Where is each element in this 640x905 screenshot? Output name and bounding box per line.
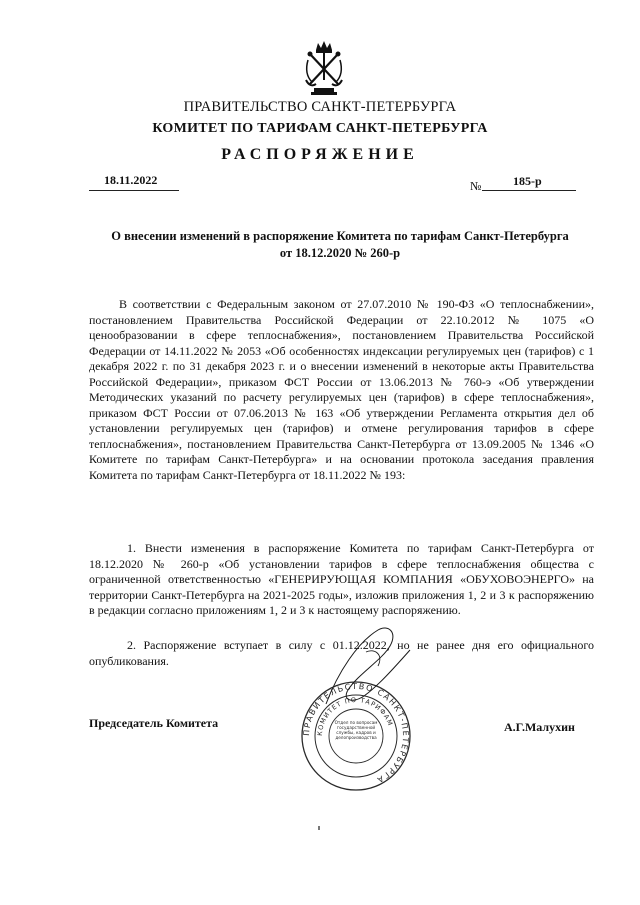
stamp-outer-text: ПРАВИТЕЛЬСТВО САНКТ-ПЕТЕРБУРГА: [301, 681, 411, 786]
committee-title: КОМИТЕТ ПО ТАРИФАМ САНКТ-ПЕТЕРБУРГА: [152, 121, 488, 136]
handwritten-signature: [318, 612, 430, 712]
document-date: 18.11.2022: [104, 173, 158, 187]
number-sign: №: [470, 179, 482, 193]
date-underline: [89, 190, 179, 191]
document-number: 185-р: [513, 174, 542, 188]
number-underline: [482, 190, 576, 191]
stamp-center-text: Отдел по вопросам государственной службы, кадров и делопроизводства: [334, 720, 378, 740]
item-1-paragraph: 1. Внести изменения в распоряжение Комитета по тарифам Санкт-Петербурга от 18.12.2020 № 260-р «Об установлении тарифов в сфере теплоснабжения общества с ограниченной ответственностью «ГЕНЕРИРУЮЩАЯ КОМПАНИЯ «ОБУХОВОЭНЕРГО» на территории Санкт-Петербурга на 2021-2025 годы», изложив приложения 1, 2 и 3 к распоряжению в редакции согласно приложениям 1, 2 и 3 к настоящему распоряжению.: [89, 541, 594, 617]
signatory-name: А.Г.Малухин: [504, 720, 575, 734]
item-2-paragraph: 2. Распоряжение вступает в силу с 01.12.2022, но не ранее дня его официального опубликования.: [89, 638, 594, 668]
signatory-title: Председатель Комитета: [89, 716, 219, 730]
coat-of-arms-icon: [298, 40, 350, 96]
stamp-inner-text: КОМИТЕТ ПО ТАРИФАМ: [315, 695, 395, 737]
document-type: РАСПОРЯЖЕНИЕ: [221, 146, 419, 163]
subject-line-2: от 18.12.2020 № 260-р: [279, 246, 401, 260]
preamble-paragraph: В соответствии с Федеральным законом от 27.07.2010 № 190-ФЗ «О теплоснабжении», постановлением Правительства Российской Федерации от 22.10.2012 № 1075 «О ценообразовании в сфере теплоснабжения», постановлением Правительства Российской Федерации от 14.11.2022 № 2053 «Об особенностях индексации регулируемых цен (тарифов) с 1 декабря 2022 г. по 31 декабря 2023 г. и о внесении изменений в некоторые акты Правительства Российской Федерации», приказом ФСТ России от 13.06.2013 № 760-э «Об утверждении Методических указаний по расчету регулируемых цен (тарифов) в сфере теплоснабжения», приказом ФСТ России от 07.06.2013 № 163 «Об утверждении Регламента открытия дел об установлении регулируемых цен (тарифов) и отмене регулирования тарифов в сфере теплоснабжения», постановлением Правительства Санкт-Петербурга от 13.09.2005 № 1346 «О Комитете по тарифам Санкт-Петербурга» и на основании протокола заседания правления Комитета по тарифам Санкт-Петербурга от 18.11.2022 № 193:: [89, 297, 594, 482]
government-title: ПРАВИТЕЛЬСТВО САНКТ-ПЕТЕРБУРГА: [183, 99, 457, 115]
subject-line-1: О внесении изменений в распоряжение Комитета по тарифам Санкт-Петербурга: [111, 229, 569, 243]
scan-speck: [318, 826, 320, 830]
